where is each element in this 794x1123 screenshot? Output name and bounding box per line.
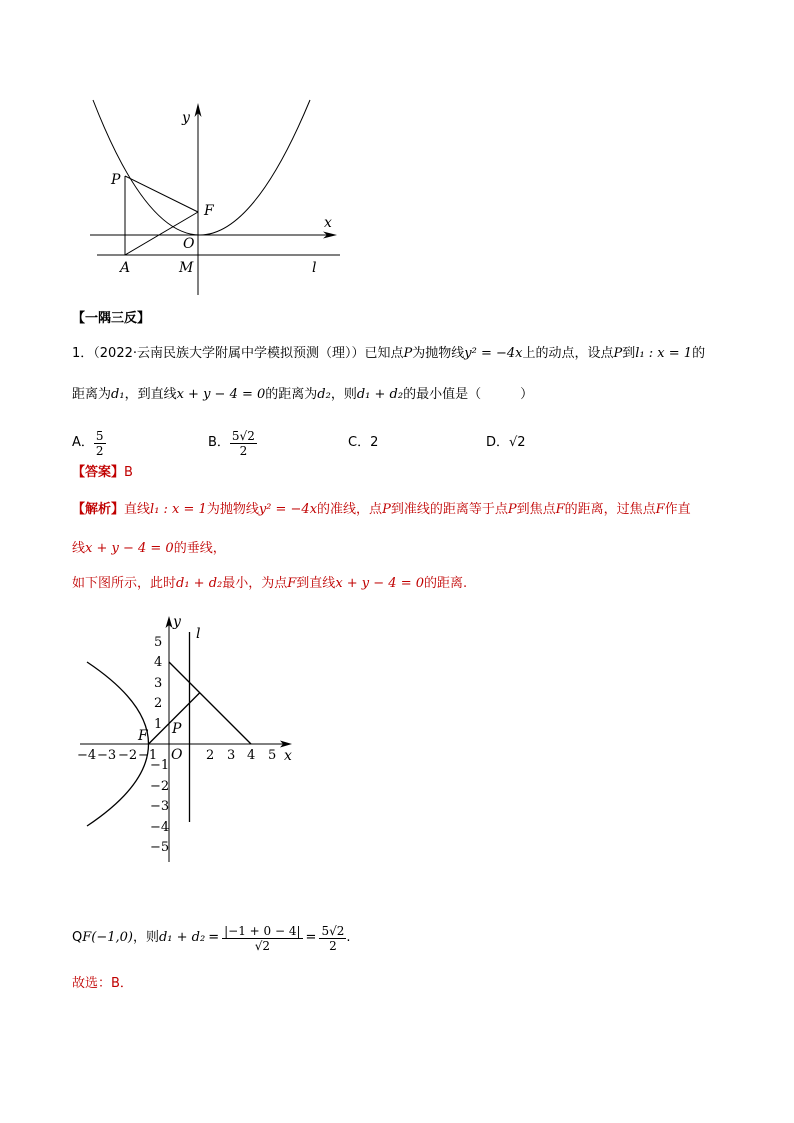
math-l1: l₁ : x = 1 [150,502,207,517]
math-parabola: y² = −4x [464,346,523,361]
label-y: y [182,110,190,126]
x-tick: −2 [118,748,138,763]
text-segment: ，则 [132,930,159,945]
x-tick: 5 [268,748,277,763]
fraction-distance [222,924,302,953]
option-fraction [94,429,106,458]
label-A: A [120,260,131,276]
x-tick: −4 [77,748,97,763]
math-line-eq: x + y − 4 = 0 [85,541,174,556]
fraction-numerator: 5√2 [231,428,255,443]
y-tick: 3 [154,676,163,691]
label-P: P [111,172,121,188]
math-sum: d₁ + d₂ [176,576,223,591]
math-d2: d₂ [317,387,331,402]
option-fraction [230,429,257,458]
answer-tag: 【答案】 [72,465,125,480]
text-segment: 到准线的距离等于点 [390,502,508,517]
label-x: x [284,748,292,764]
math-l1: l₁ : x = 1 [635,346,693,361]
option-A [72,426,106,460]
math-F: F [555,502,565,517]
fraction-result [319,924,346,953]
option-label: A． [72,435,94,450]
answer-value: B [124,465,133,480]
text-segment: 最小，为点 [222,576,288,591]
figure-parabola-diagram [85,95,345,300]
label-x: x [324,215,332,231]
math-F: F [655,502,665,517]
label-F: F [138,728,148,744]
math-P: P [613,346,623,361]
text-segment: 已知点 [364,346,404,361]
label-M: M [179,260,194,276]
analysis-line-3 [72,574,467,594]
text-segment: 的准线，点 [317,502,383,517]
math-line-eq: x + y − 4 = 0 [176,387,266,402]
fraction-denominator: 2 [239,443,248,458]
y-tick: −5 [150,840,170,855]
text-segment: 到直线 [296,576,336,591]
option-C [348,426,378,460]
text-segment: 为抛物线 [206,502,259,517]
problem-line-2 [72,385,533,405]
x-tick: −3 [97,748,117,763]
math-sum: d₁ + d₂ [158,930,206,945]
segment-PF [125,176,198,212]
y-tick: 1 [154,717,163,732]
figure-coordinate-graph [70,612,310,867]
math-parabola: y² = −4x [258,502,318,517]
analysis-line-1 [72,500,691,520]
text-segment: 到焦点 [516,502,556,517]
analysis-line-2 [72,539,226,559]
text-segment: 的距离，过焦点 [564,502,656,517]
text-segment: 到 [622,346,636,361]
answer-line [72,463,133,483]
problem-line-1 [72,344,705,364]
y-tick: −3 [150,799,170,814]
math-P: P [507,502,517,517]
y-tick: 4 [154,655,163,670]
option-B [208,426,257,460]
text-segment: 的距离为 [265,387,318,402]
label-l: l [312,260,317,276]
text-segment: 线 [72,541,86,556]
text-segment: . [346,930,351,945]
math-d1: d₁ [111,387,125,402]
math-sum: d₁ + d₂ [356,387,404,402]
fraction-denominator: 2 [95,443,104,458]
section-title: 【一隅三反】 [72,311,151,326]
y-tick: −1 [150,758,170,773]
option-value: 2 [370,435,379,450]
text-segment: 上的动点，设点 [522,346,614,361]
fraction-numerator: 5 [95,428,104,443]
math-F: F [287,576,297,591]
math-F-point: F(−1,0) [82,930,133,945]
text-segment: 如下图所示，此时 [72,576,177,591]
text-segment: 为抛物线 [412,346,465,361]
label-F: F [204,203,214,219]
fraction-denominator: 2 [329,938,337,953]
x-tick: −1 [138,748,158,763]
x-tick: 4 [247,748,256,763]
text-segment: 作直 [664,502,691,517]
conclusion-line [72,918,351,958]
parabola-curve [93,100,310,235]
text-segment: 的 [692,346,706,361]
text-segment: 的距离. [424,576,468,591]
option-label: B． [208,435,230,450]
y-tick: 5 [154,635,163,650]
choice-line: 故选：B． [72,976,133,991]
x-tick: 3 [227,748,236,763]
label-P: P [172,721,182,737]
fraction-numerator: 5√2 [321,923,345,938]
math-line-eq: x + y − 4 = 0 [335,576,425,591]
y-tick: −2 [150,779,170,794]
x-tick: 2 [206,748,215,763]
text-segment: ，到直线 [124,387,177,402]
label-y: y [173,614,181,630]
text-segment: Q [72,930,83,945]
label-O: O [171,747,183,763]
y-tick: −4 [150,820,170,835]
text-segment: 的垂线， [173,541,226,556]
text-segment: ，则 [330,387,357,402]
option-D [486,426,526,460]
label-l: l [196,626,201,642]
fraction-denominator: √2 [254,938,270,953]
option-label: D． [486,435,510,450]
text-segment: 距离为 [72,387,112,402]
y-tick: 2 [154,696,163,711]
equals-sign: = [208,930,220,945]
problem-number: 1． [72,346,94,361]
text-segment: 的最小值是（ ） [403,387,534,402]
fraction-numerator: |−1 + 0 − 4| [224,923,301,938]
math-P: P [382,502,391,517]
label-O: O [183,236,195,252]
option-label: C． [348,435,371,450]
text-segment: 直线 [124,502,151,517]
analysis-tag: 【解析】 [72,502,125,517]
math-P: P [403,346,413,361]
problem-source: （2022·云南民族大学附属中学模拟预测（理）） [93,346,365,361]
option-value: √2 [509,435,526,450]
equals-sign: = [305,930,317,945]
